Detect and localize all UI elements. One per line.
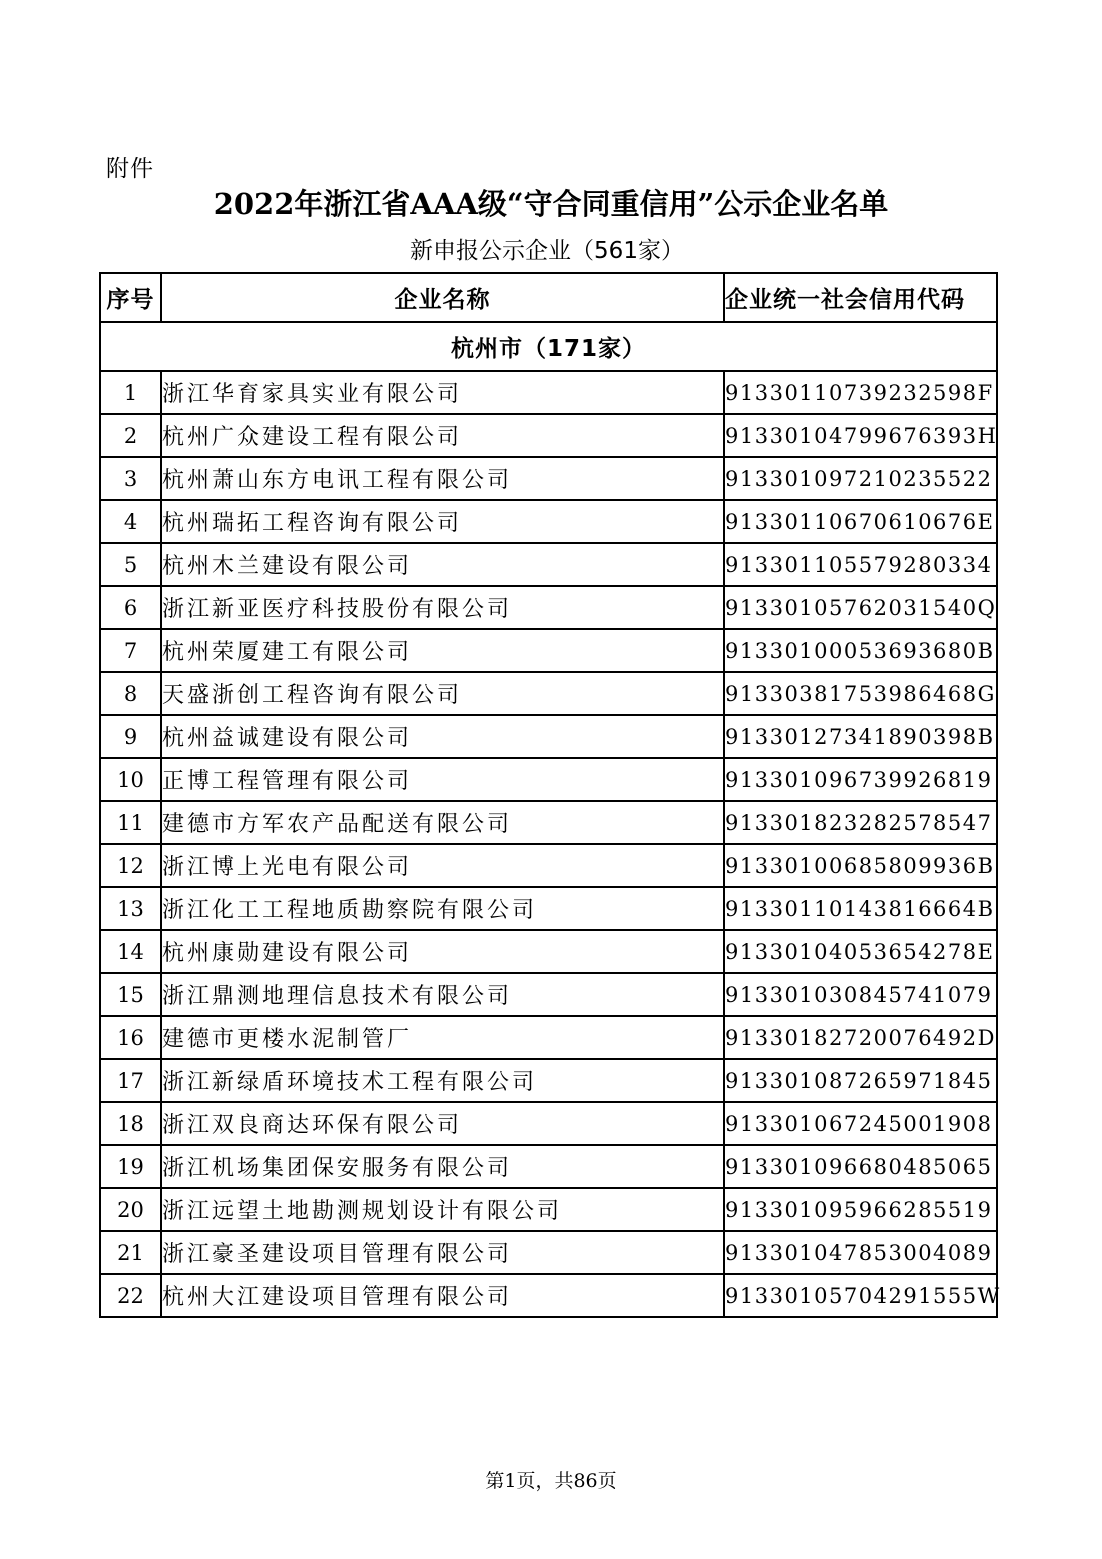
header-no: 序号: [100, 273, 161, 322]
row-name: 杭州木兰建设有限公司: [161, 543, 724, 586]
row-no: 16: [100, 1016, 161, 1059]
row-code: 913301030845741079: [724, 973, 997, 1016]
row-no: 5: [100, 543, 161, 586]
header-code: 企业统一社会信用代码: [724, 273, 997, 322]
row-name: 杭州康勋建设有限公司: [161, 930, 724, 973]
table-row: [100, 672, 997, 715]
row-name: 浙江机场集团保安服务有限公司: [161, 1145, 724, 1188]
row-name: 天盛浙创工程咨询有限公司: [161, 672, 724, 715]
row-no: 9: [100, 715, 161, 758]
page-subtitle: 新申报公示企业（561家）: [410, 238, 684, 264]
row-name: 杭州益诚建设有限公司: [161, 715, 724, 758]
table-row: [100, 1102, 997, 1145]
row-no: 1: [100, 371, 161, 414]
row-no: 13: [100, 887, 161, 930]
row-no: 6: [100, 586, 161, 629]
page-footer: 第1页，共86页: [485, 1470, 617, 1492]
city-group-label: 杭州市（171家）: [100, 322, 997, 371]
table-row: [100, 1145, 997, 1188]
attachment-label: 附件: [106, 156, 154, 182]
page-title: 2022年浙江省AAA级“守合同重信用”公示企业名单: [213, 187, 889, 221]
table-header-row: [100, 273, 997, 322]
row-code: 913301047853004089: [724, 1231, 997, 1274]
row-code: 91330104053654278E: [724, 930, 997, 973]
row-code: 913301096739926819: [724, 758, 997, 801]
table-row: [100, 801, 997, 844]
row-code: 91330105762031540Q: [724, 586, 997, 629]
row-code: 913301087265971845: [724, 1059, 997, 1102]
row-code: 91330100685809936B: [724, 844, 997, 887]
table-row: [100, 930, 997, 973]
row-code: 913301095966285519: [724, 1188, 997, 1231]
row-no: 12: [100, 844, 161, 887]
row-name: 浙江远望土地勘测规划设计有限公司: [161, 1188, 724, 1231]
row-code: 91330127341890398B: [724, 715, 997, 758]
row-code: 91330182720076492D: [724, 1016, 997, 1059]
row-code: 913301067245001908: [724, 1102, 997, 1145]
table-row: [100, 1016, 997, 1059]
row-code: 91330104799676393H: [724, 414, 997, 457]
row-name: 建德市更楼水泥制管厂: [161, 1016, 724, 1059]
row-no: 14: [100, 930, 161, 973]
row-no: 17: [100, 1059, 161, 1102]
table-row: [100, 543, 997, 586]
table-row: [100, 887, 997, 930]
row-name: 浙江鼎测地理信息技术有限公司: [161, 973, 724, 1016]
row-code: 91330100053693680B: [724, 629, 997, 672]
city-group-row: [100, 322, 997, 371]
table-row: [100, 758, 997, 801]
row-no: 21: [100, 1231, 161, 1274]
table-row: [100, 371, 997, 414]
row-no: 8: [100, 672, 161, 715]
row-name: 杭州广众建设工程有限公司: [161, 414, 724, 457]
table-row: [100, 457, 997, 500]
row-name: 杭州萧山东方电讯工程有限公司: [161, 457, 724, 500]
table-row: [100, 1059, 997, 1102]
table-row: [100, 973, 997, 1016]
row-no: 19: [100, 1145, 161, 1188]
row-code: 913301105579280334: [724, 543, 997, 586]
table-row: [100, 1231, 997, 1274]
row-no: 2: [100, 414, 161, 457]
row-name: 浙江新绿盾环境技术工程有限公司: [161, 1059, 724, 1102]
row-no: 10: [100, 758, 161, 801]
row-name: 浙江华育家具实业有限公司: [161, 371, 724, 414]
row-no: 3: [100, 457, 161, 500]
row-name: 浙江化工工程地质勘察院有限公司: [161, 887, 724, 930]
table-row: [100, 844, 997, 887]
row-name: 正博工程管理有限公司: [161, 758, 724, 801]
row-code: 91330110739232598F: [724, 371, 997, 414]
table-row: [100, 1188, 997, 1231]
row-name: 浙江新亚医疗科技股份有限公司: [161, 586, 724, 629]
table-row: [100, 629, 997, 672]
row-no: 22: [100, 1274, 161, 1317]
header-name: 企业名称: [161, 273, 724, 322]
row-name: 浙江双良商达环保有限公司: [161, 1102, 724, 1145]
table-row: [100, 414, 997, 457]
row-code: 913301823282578547: [724, 801, 997, 844]
row-code: 91330105704291555W: [724, 1274, 997, 1317]
row-code: 91330110143816664B: [724, 887, 997, 930]
row-name: 杭州瑞拓工程咨询有限公司: [161, 500, 724, 543]
row-name: 杭州荣厦建工有限公司: [161, 629, 724, 672]
row-name: 杭州大江建设项目管理有限公司: [161, 1274, 724, 1317]
enterprise-table: [99, 272, 1001, 1318]
row-name: 浙江豪圣建设项目管理有限公司: [161, 1231, 724, 1274]
row-no: 7: [100, 629, 161, 672]
row-no: 4: [100, 500, 161, 543]
row-code: 913301097210235522: [724, 457, 997, 500]
table-row: [100, 586, 997, 629]
table-row: [100, 715, 997, 758]
row-code: 91330110670610676E: [724, 500, 997, 543]
row-code: 913301096680485065: [724, 1145, 997, 1188]
row-code: 91330381753986468G: [724, 672, 997, 715]
row-no: 11: [100, 801, 161, 844]
row-no: 15: [100, 973, 161, 1016]
row-name: 浙江博上光电有限公司: [161, 844, 724, 887]
row-name: 建德市方军农产品配送有限公司: [161, 801, 724, 844]
row-no: 20: [100, 1188, 161, 1231]
row-no: 18: [100, 1102, 161, 1145]
table-row: [100, 500, 997, 543]
table-row: [100, 1274, 997, 1317]
